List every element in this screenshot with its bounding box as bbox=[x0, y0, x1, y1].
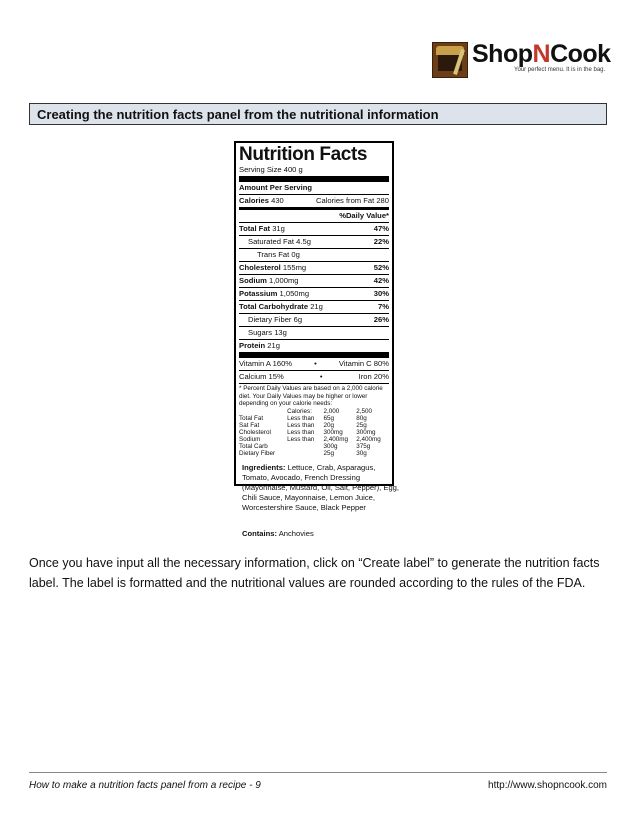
nutrient-row: Cholesterol 155mg 52% bbox=[239, 261, 389, 274]
nutrient-row: Sugars 13g bbox=[239, 326, 389, 339]
nutrient-row: Total Carbohydrate 21g 7% bbox=[239, 300, 389, 313]
dv-row: Calories: 2,000 2,500 bbox=[287, 407, 373, 415]
cooking-pot-icon bbox=[432, 42, 468, 78]
contains: Contains: Anchovies bbox=[242, 529, 314, 538]
vitamins-row-1: Vitamin A 160% • Vitamin C 80% bbox=[239, 352, 389, 370]
nutrient-row: Sodium 1,000mg 42% bbox=[239, 274, 389, 287]
dv-row: Cholesterol Less than 300mg 300mg bbox=[239, 428, 376, 436]
nutrition-facts-panel bbox=[234, 141, 394, 486]
footnote: * Percent Daily Values are based on a 2,000 calorie diet. Your Daily Values may be higher or lower depending on your calorie needs: bbox=[239, 383, 389, 408]
calories-row: Calories 430 Calories from Fat 280 bbox=[239, 194, 389, 207]
footer-divider bbox=[29, 772, 607, 773]
shopncook-logo bbox=[432, 40, 611, 78]
brand-name: ShopNCook bbox=[472, 40, 611, 68]
ingredients: Ingredients: Lettuce, Crab, Asparagus, Tomato, Avocado, French Dressing (Mayonnaise, Mustard, Oil, Salt, Pepper), Egg, Chili Sauce, Mayonnaise, Lemon Juice, Worcestershire Sauce, Black Pepper bbox=[242, 463, 400, 512]
brand-tagline: Your perfect menu. It is in the bag. bbox=[514, 67, 606, 73]
nutrient-row: Trans Fat 0g bbox=[239, 248, 389, 261]
nutrient-row: Potassium 1,050mg 30% bbox=[239, 287, 389, 300]
section-header bbox=[29, 103, 607, 125]
serving-size: Serving Size 400 g bbox=[239, 165, 303, 175]
nutrition-facts-label bbox=[234, 141, 400, 538]
nutrient-row: Dietary Fiber 6g 26% bbox=[239, 313, 389, 326]
label-title: Nutrition Facts bbox=[239, 144, 368, 165]
footer-url: http://www.shopncook.com bbox=[488, 780, 607, 791]
footer-caption: How to make a nutrition facts panel from a recipe - 9 bbox=[29, 780, 261, 791]
amount-per-serving: Amount Per Serving bbox=[239, 183, 312, 193]
dv-row: Total Fat Less than 65g 80g bbox=[239, 414, 367, 422]
nutrient-row: Total Fat 31g 47% bbox=[239, 222, 389, 235]
dv-row: Dietary Fiber 25g 30g bbox=[239, 449, 367, 457]
dv-row: Sat Fat Less than 20g 25g bbox=[239, 421, 367, 429]
nutrient-row: Protein 21g bbox=[239, 339, 389, 352]
daily-value-header: %Daily Value* bbox=[339, 211, 389, 221]
dv-row: Sodium Less than 2,400mg 2,400mg bbox=[239, 435, 381, 443]
section-title: Creating the nutrition facts panel from the nutritional information bbox=[37, 107, 439, 122]
daily-values-table bbox=[239, 408, 389, 457]
nutrient-row: Saturated Fat 4.5g 22% bbox=[239, 235, 389, 248]
vitamins-row-2: Calcium 15% • Iron 20% bbox=[239, 370, 389, 383]
body-paragraph: Once you have input all the necessary information, click on “Create label” to generate the nutrition facts label. The label is formatted and the nutritional values are rounded according to the rules of the FDA. bbox=[29, 556, 600, 590]
dv-row: Total Carb 300g 375g bbox=[239, 442, 371, 450]
